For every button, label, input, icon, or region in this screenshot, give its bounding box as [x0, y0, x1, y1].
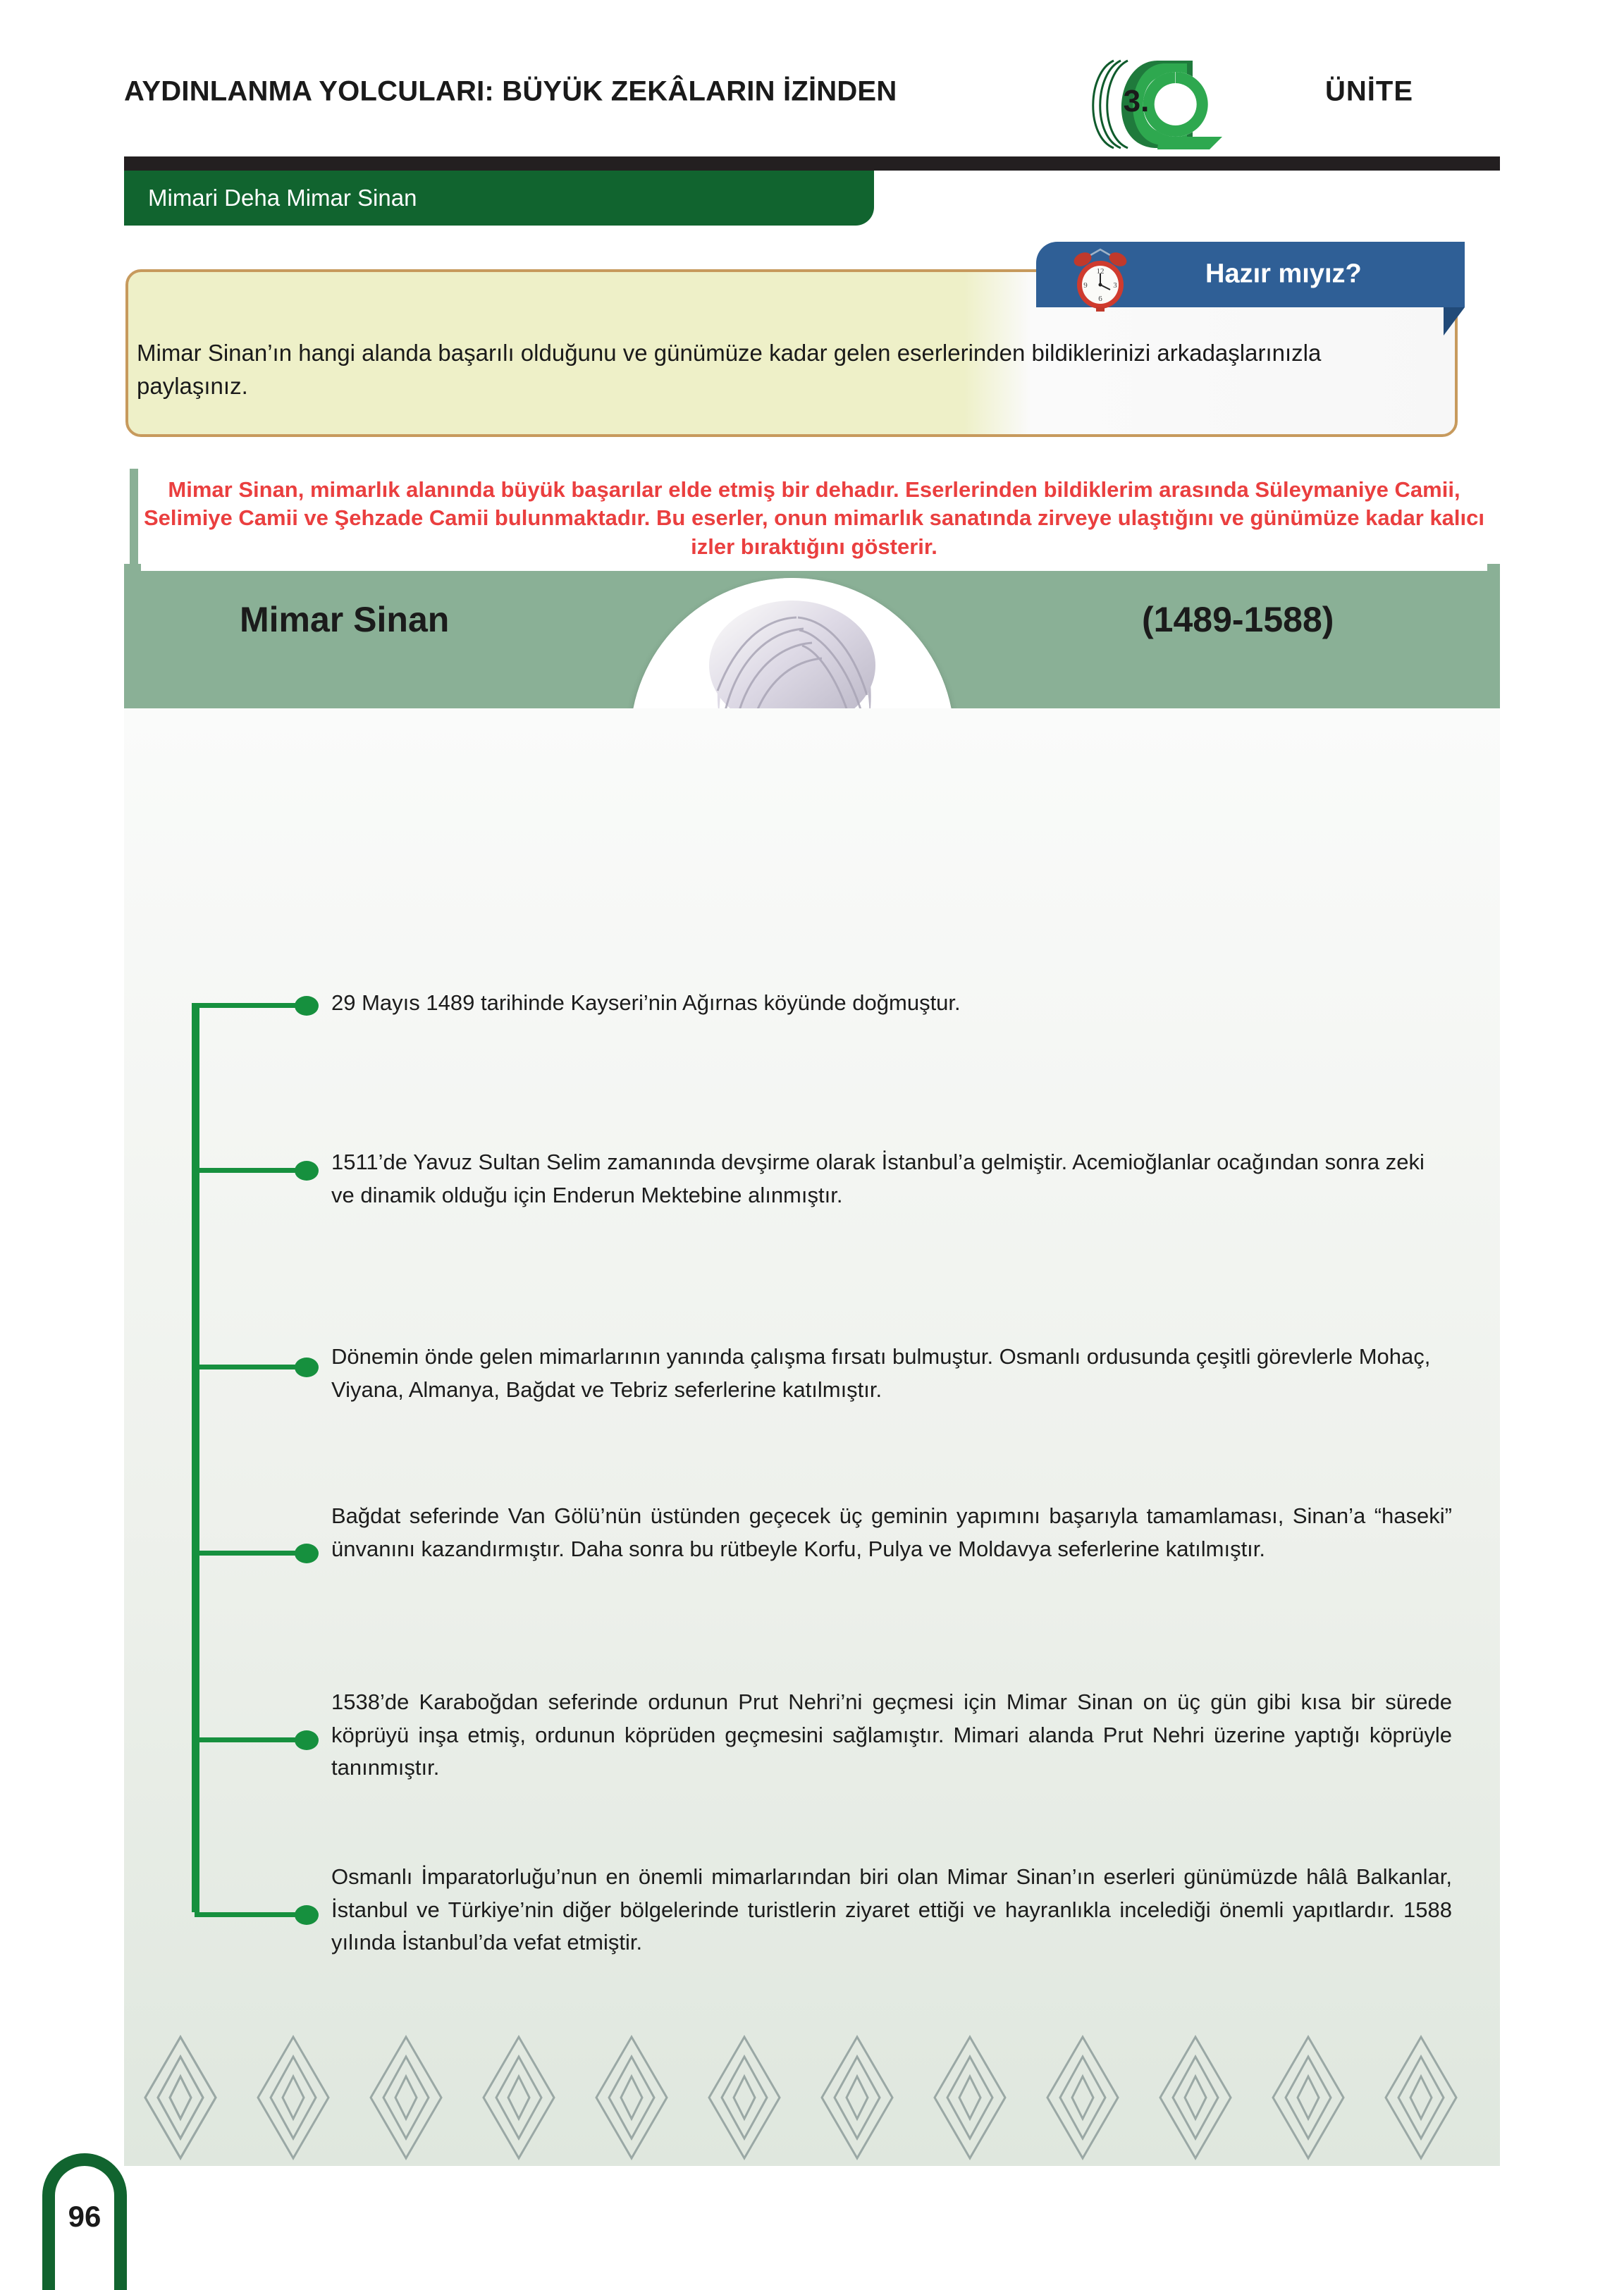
timeline-dot	[295, 1358, 319, 1377]
page-title: AYDINLANMA YOLCULARI: BÜYÜK ZEKÂLARIN İZİNDEN	[124, 75, 897, 107]
timeline-text: Dönemin önde gelen mimarlarının yanında çalışma fırsatı bulmuştur. Osmanlı ordusunda çeşitli görevlerle Mohaç, Viyana, Almanya, Bağdat ve Tebriz seferlerine katılmıştır.	[331, 1344, 1431, 1402]
svg-text:3: 3	[1113, 281, 1117, 290]
ready-banner-fold	[1444, 307, 1465, 336]
timeline-stem	[195, 1551, 307, 1556]
timeline-text: 1511’de Yavuz Sultan Selim zamanında devşirme olarak İstanbul’a gelmiştir. Acemioğlanlar ocağından sonra zeki ve dinamik olduğu için Enderun Mektebine alınmıştır.	[331, 1150, 1425, 1207]
timeline-dot	[295, 1161, 319, 1181]
annotation-text: Mimar Sinan, mimarlık alanında büyük başarılar elde etmiş bir dehadır. Eserlerinden bildiklerim arasında Süleymaniye Camii, Selimiye Camii ve Şehzade Camii bulunmaktadır. Bu eserler, onun mimarlık sanatında zirveye ulaştığını ve günümüze kadar kalıcı izler bıraktığını gösterir.	[143, 477, 1485, 559]
timeline-stem	[195, 1168, 307, 1173]
student-answer-annotation	[141, 469, 1487, 571]
svg-text:6: 6	[1098, 295, 1102, 303]
unit-badge	[1074, 58, 1257, 149]
timeline-text: 29 Mayıs 1489 tarihinde Kayseri’nin Ağırnas köyünde doğmuştur.	[331, 990, 961, 1015]
annotation-side-bar	[130, 469, 138, 571]
ready-banner-label: Hazır mıyız?	[1205, 259, 1362, 289]
timeline-text: Bağdat seferinde Van Gölü’nün üstünden geçecek üç geminin yapımını başarıyla tamamlaması, Sinan’a “haseki” ünvanını kazandırmıştır. Daha sonra bu rütbeyle Korfu, Pulya ve Moldavya seferlerine katılmıştır.	[331, 1503, 1452, 1561]
timeline-stem	[195, 1912, 307, 1917]
timeline-text: 1538’de Karaboğdan seferinde ordunun Prut Nehri’ni geçmesi için Mimar Sinan on üç gün gibi kısa bir sürede köprüyü inşa etmiş, ordunun köprüden geçmesini sağlamıştır. Mimari alanda Prut Nehri üzerine yaptığı köprüyle tanınmıştır.	[331, 1689, 1452, 1780]
timeline-dot	[295, 1905, 319, 1925]
ready-question-text: Mimar Sinan’ın hangi alanda başarılı olduğunu ve günümüze kadar gelen eserlerinden bildiklerinizi arkadaşlarınızla paylaşınız.	[137, 340, 1322, 399]
timeline-stem	[195, 1737, 307, 1742]
page-number: 96	[68, 2200, 102, 2233]
page-header	[0, 0, 1624, 152]
timeline-dot	[295, 1544, 319, 1563]
timeline-dot	[295, 1730, 319, 1750]
timeline-dot	[295, 996, 319, 1016]
profile-dates: (1489-1588)	[1142, 600, 1334, 639]
svg-text:9: 9	[1083, 281, 1088, 290]
timeline-stem	[195, 1003, 307, 1008]
profile-name: Mimar Sinan	[240, 600, 450, 639]
timeline-text: Osmanlı İmparatorluğu’nun en önemli mimarlarından biri olan Mimar Sinan’ın eserleri günümüzde hâlâ Balkanlar, İstanbul ve Türkiye’nin diğer bölgelerinde turistlerin ziyaret ettiği ve hayranlıkla incelediği önemli yapıtlardır. 1588 yılında İstanbul’da vefat etmiştir.	[331, 1864, 1452, 1954]
timeline-spine	[192, 1003, 199, 1912]
alarm-clock-icon	[1070, 245, 1131, 313]
subject-tab-label: Mimari Deha Mimar Sinan	[148, 185, 417, 211]
subject-tab	[124, 171, 874, 226]
unit-number: 3.	[1123, 84, 1150, 118]
timeline-stem	[195, 1365, 307, 1369]
header-divider	[124, 156, 1500, 171]
svg-text:12: 12	[1096, 267, 1105, 276]
unit-word-label: ÜNİTE	[1325, 75, 1413, 107]
unit-swirl-icon	[1074, 58, 1257, 151]
diamond-pattern	[124, 2030, 1500, 2166]
